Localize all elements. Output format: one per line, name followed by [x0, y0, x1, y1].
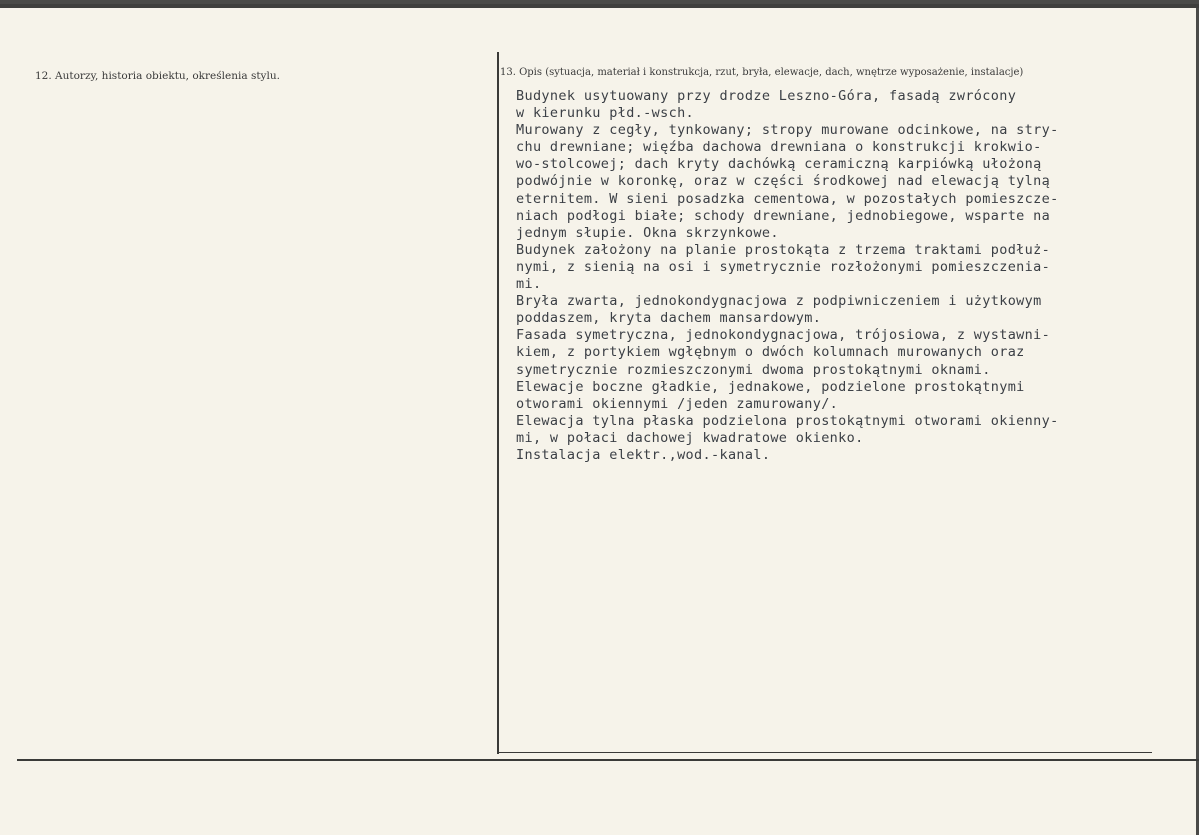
- description-line: Elewacje boczne gładkie, jednakowe, podzielone prostokątnymi: [516, 378, 1025, 395]
- description-line: Instalacja elektr.,wod.-kanal.: [516, 446, 771, 463]
- description-line: Elewacja tylna płaska podzielona prostokątnymi otworami okienny-: [516, 412, 1059, 429]
- card-top-edge: [0, 4, 1199, 8]
- description-line: Bryła zwarta, jednokondygnacjowa z podpiwniczeniem i użytkowym: [516, 293, 1042, 310]
- description-line: Budynek założony na planie prostokąta z trzema traktami podłuż-: [516, 241, 1051, 258]
- description-line: niach podłogi białe; schody drewniane, jednobiegowe, wsparte na: [516, 207, 1051, 224]
- description-line: Budynek usytuowany przy drodze Leszno-Góra, fasadą zwrócony: [516, 88, 1017, 104]
- description-line: podwójnie w koronkę, oraz w części środkowej nad elewacją tylną: [516, 173, 1051, 190]
- description-line: wo-stolcowej; dach kryty dachówką ceramiczną karpiówką ułożoną: [516, 156, 1042, 173]
- section-12-label: 12. Autorzy, historia obiektu, określenia stylu.: [35, 70, 280, 82]
- description-line: symetrycznie rozmieszczonymi dwoma prostokątnymi oknami.: [516, 361, 991, 378]
- description-line: kiem, z portykiem wgłębnym o dwóch kolumnach murowanych oraz: [516, 344, 1025, 361]
- description-line: Murowany z cegły, tynkowany; stropy murowane odcinkowe, na stry-: [516, 122, 1059, 139]
- description-line: Fasada symetryczna, jednokondygnacjowa, trójosiowa, z wystawni-: [516, 327, 1051, 344]
- description-line: jednym słupie. Okna skrzynkowe.: [516, 224, 779, 241]
- description-text: [516, 88, 1156, 464]
- description-line: poddaszem, kryta dachem mansardowym.: [516, 310, 822, 327]
- column-divider: [497, 52, 499, 754]
- description-line: w kierunku płd.-wsch.: [516, 105, 695, 122]
- description-line: mi, w połaci dachowej kwadratowe okienko.: [516, 429, 864, 446]
- section-13-bottom-rule: [498, 752, 1152, 753]
- description-line: otworami okiennymi /jeden zamurowany/.: [516, 395, 839, 412]
- description-line: eternitem. W sieni posadzka cementowa, w pozostałych pomieszcze-: [516, 190, 1059, 207]
- description-line: nymi, z sienią na osi i symetrycznie rozłożonymi pomieszczenia-: [516, 258, 1051, 275]
- description-line: chu drewniane; więźba dachowa drewniana o konstrukcji krokwio-: [516, 139, 1042, 156]
- section-13-label: 13. Opis (sytuacja, materiał i konstrukcja, rzut, bryła, elewacje, dach, wnętrze wyposażenie, instalacje): [500, 67, 1024, 78]
- description-line: mi.: [516, 276, 542, 293]
- card-bottom-rule: [17, 759, 1199, 761]
